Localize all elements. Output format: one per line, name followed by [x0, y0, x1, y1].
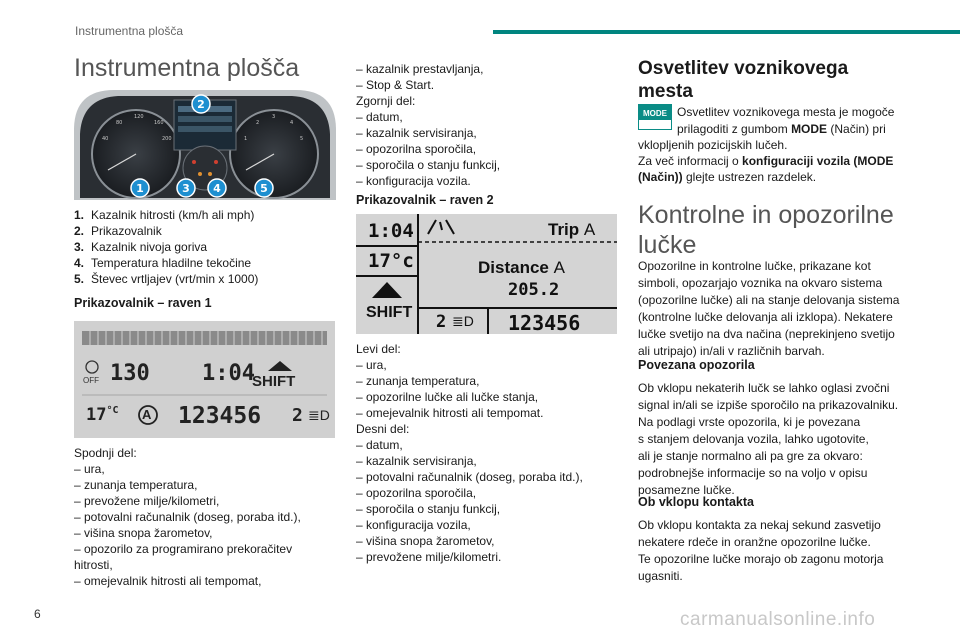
- svg-text:120: 120: [134, 114, 144, 120]
- shift-arrow-icon: [372, 282, 402, 298]
- display2-trip: Trip A: [548, 220, 596, 239]
- callout-3: 3: [182, 182, 190, 195]
- display2-shift: SHIFT: [366, 304, 413, 321]
- display-level2-image: [356, 214, 617, 334]
- legend-item: 1. Kazalnik hitrosti (km/h ali mph): [74, 208, 255, 222]
- page-number: 6: [34, 607, 41, 621]
- headlamp-icon: ≣D: [308, 407, 330, 423]
- display-level1-image: [74, 321, 335, 438]
- display2-temp: 17°c: [368, 250, 414, 272]
- mode-button-icon-base: [638, 119, 672, 130]
- callout-1: 1: [136, 182, 144, 195]
- lighting-para-line4: Za več informacij o konfiguraciji vozila (MODE: [638, 154, 894, 168]
- speed-limiter-icon: [86, 361, 98, 373]
- display1-speed: 130: [110, 361, 150, 386]
- cluster-legend: [74, 207, 258, 287]
- ignition-heading: Ob vklopu kontakta: [638, 495, 754, 509]
- display1-service-letter: A: [142, 407, 152, 422]
- level1-heading: Prikazovalnik – raven 1: [74, 296, 212, 310]
- lighting-para-line1: Osvetlitev voznikovega mesta je mogoče: [677, 105, 895, 119]
- instrument-cluster-image: [74, 90, 336, 200]
- callout-4: 4: [213, 182, 221, 195]
- legend-item: 3. Kazalnik nivoja goriva: [74, 240, 208, 254]
- legend-item: 2. Prikazovalnik: [74, 224, 162, 238]
- header-accent-bar: [493, 30, 960, 34]
- display1-headlamp-level: 2: [292, 405, 303, 426]
- svg-text:80: 80: [116, 120, 123, 126]
- warning-lights-intro: Opozorilne in kontrolne lučke, prikazane kot simboli, opozarjajo voznika na okvaro sistema (opozorilne lučke) ali na stanje delovanja sistema (kontrolne lučke delovanja ali izklopa). Nekatere lučke svetijo na dva načina (neprekinjeno svetijo ali utripajo) in/ali v različnih barvah.: [638, 259, 900, 358]
- display1-shift: SHIFT: [252, 373, 296, 390]
- svg-text:160: 160: [154, 120, 164, 126]
- display2-odometer: 123456: [508, 311, 581, 335]
- display1-temp: $17^{^\circ C}$: [86, 405, 119, 425]
- headlamp-icon: ≣D: [452, 313, 474, 329]
- display1-odometer: 123456: [178, 403, 262, 429]
- display2-distance-label: Distance A: [478, 258, 565, 277]
- warning-lights-heading: Kontrolne in opozorilne lučke: [638, 201, 894, 259]
- level2-heading: Prikazovalnik – raven 2: [356, 193, 494, 207]
- lighting-para-line2: prilagoditi z gumbom MODE (Način) pri: [677, 122, 886, 136]
- running-header: Instrumentna plošča: [75, 24, 184, 38]
- svg-text:1: 1: [244, 136, 248, 142]
- lighting-para-line5: (Način)) glejte ustrezen razdelek.: [638, 170, 817, 184]
- svg-text:40: 40: [102, 136, 109, 142]
- shift-arrow-icon: [268, 361, 292, 371]
- lighting-heading: Osvetlitev voznikovega mesta: [638, 58, 849, 102]
- left-right-part-list: Levi del: – ura, – zunanja temperatura, – opozorilne lučke ali lučke stanja, – omejevalnik hitrosti ali tempomat. Desni del: – datum, – kazalnik servisiranja, – potovalni računalnik (doseg, poraba itd.), – opozorilna sporočila, – sporočila o stanju funkcij, – konfiguracija vozila, – višina snopa žarometov, – prevožene milje/kilometri.: [356, 342, 583, 564]
- svg-text:5: 5: [300, 136, 304, 142]
- svg-text:3: 3: [272, 114, 276, 120]
- svg-text:2: 2: [256, 120, 260, 126]
- associated-warnings-heading: Povezana opozorila: [638, 358, 755, 372]
- display2-distance-value: 205.2: [508, 280, 560, 300]
- page-title: Instrumentna plošča: [74, 54, 300, 82]
- associated-warnings-text: Ob vklopu nekaterih lučk se lahko oglasi zvočni signal in/ali se izpiše sporočilo na prikazovalniku. Na podlagi vrste opozorila, ki je povezana s stanjem delovanja vozila, lahko ugotovite, ali je stanje normalno ali pa gre za okvaro: podrobnejše informacije so na voljo v opisu posamezne lučke.: [638, 381, 899, 497]
- legend-item: 5. Števec vrtljajev (vrt/min x 1000): [74, 272, 259, 286]
- svg-text:200: 200: [162, 136, 172, 142]
- svg-text:4: 4: [290, 120, 294, 126]
- display1-time: 1:04: [202, 361, 255, 386]
- watermark: carmanualsonline.info: [680, 609, 876, 630]
- lower-part-list: Spodnji del: – ura, – zunanja temperatura, – prevožene milje/kilometri, – potovalni računalnik (doseg, poraba itd.), – višina snopa žarometov, – opozorilo za programirano prekoračitev hitrosti, – omejevalnik hitrosti ali tempomat,: [74, 446, 301, 588]
- display2-time: 1:04: [368, 220, 414, 242]
- upper-part-list: – kazalnik prestavljanja, – Stop & Start. Zgornji del: – datum, – kazalnik servisiranja, – opozorilna sporočila, – sporočila o stanju funkcij, – konfiguracija vozila.: [356, 62, 501, 188]
- callout-5: 5: [260, 182, 268, 195]
- legend-item: 4. Temperatura hladilne tekočine: [74, 256, 252, 270]
- callout-2: 2: [197, 98, 205, 111]
- display1-off: OFF: [83, 376, 99, 385]
- lighting-para-line3: vklopljenih pozicijskih lučeh.: [638, 138, 788, 152]
- warning-icon: [428, 220, 454, 234]
- display2-headlamp-level: 2: [436, 312, 447, 332]
- ignition-text: Ob vklopu kontakta za nekaj sekund zasvetijo nekatere rdeče in oranžne opozorilne lučke. Te opozorilne lučke morajo ob zagonu motorja ugasniti.: [638, 518, 884, 583]
- mode-button-icon: MODE: [638, 104, 672, 130]
